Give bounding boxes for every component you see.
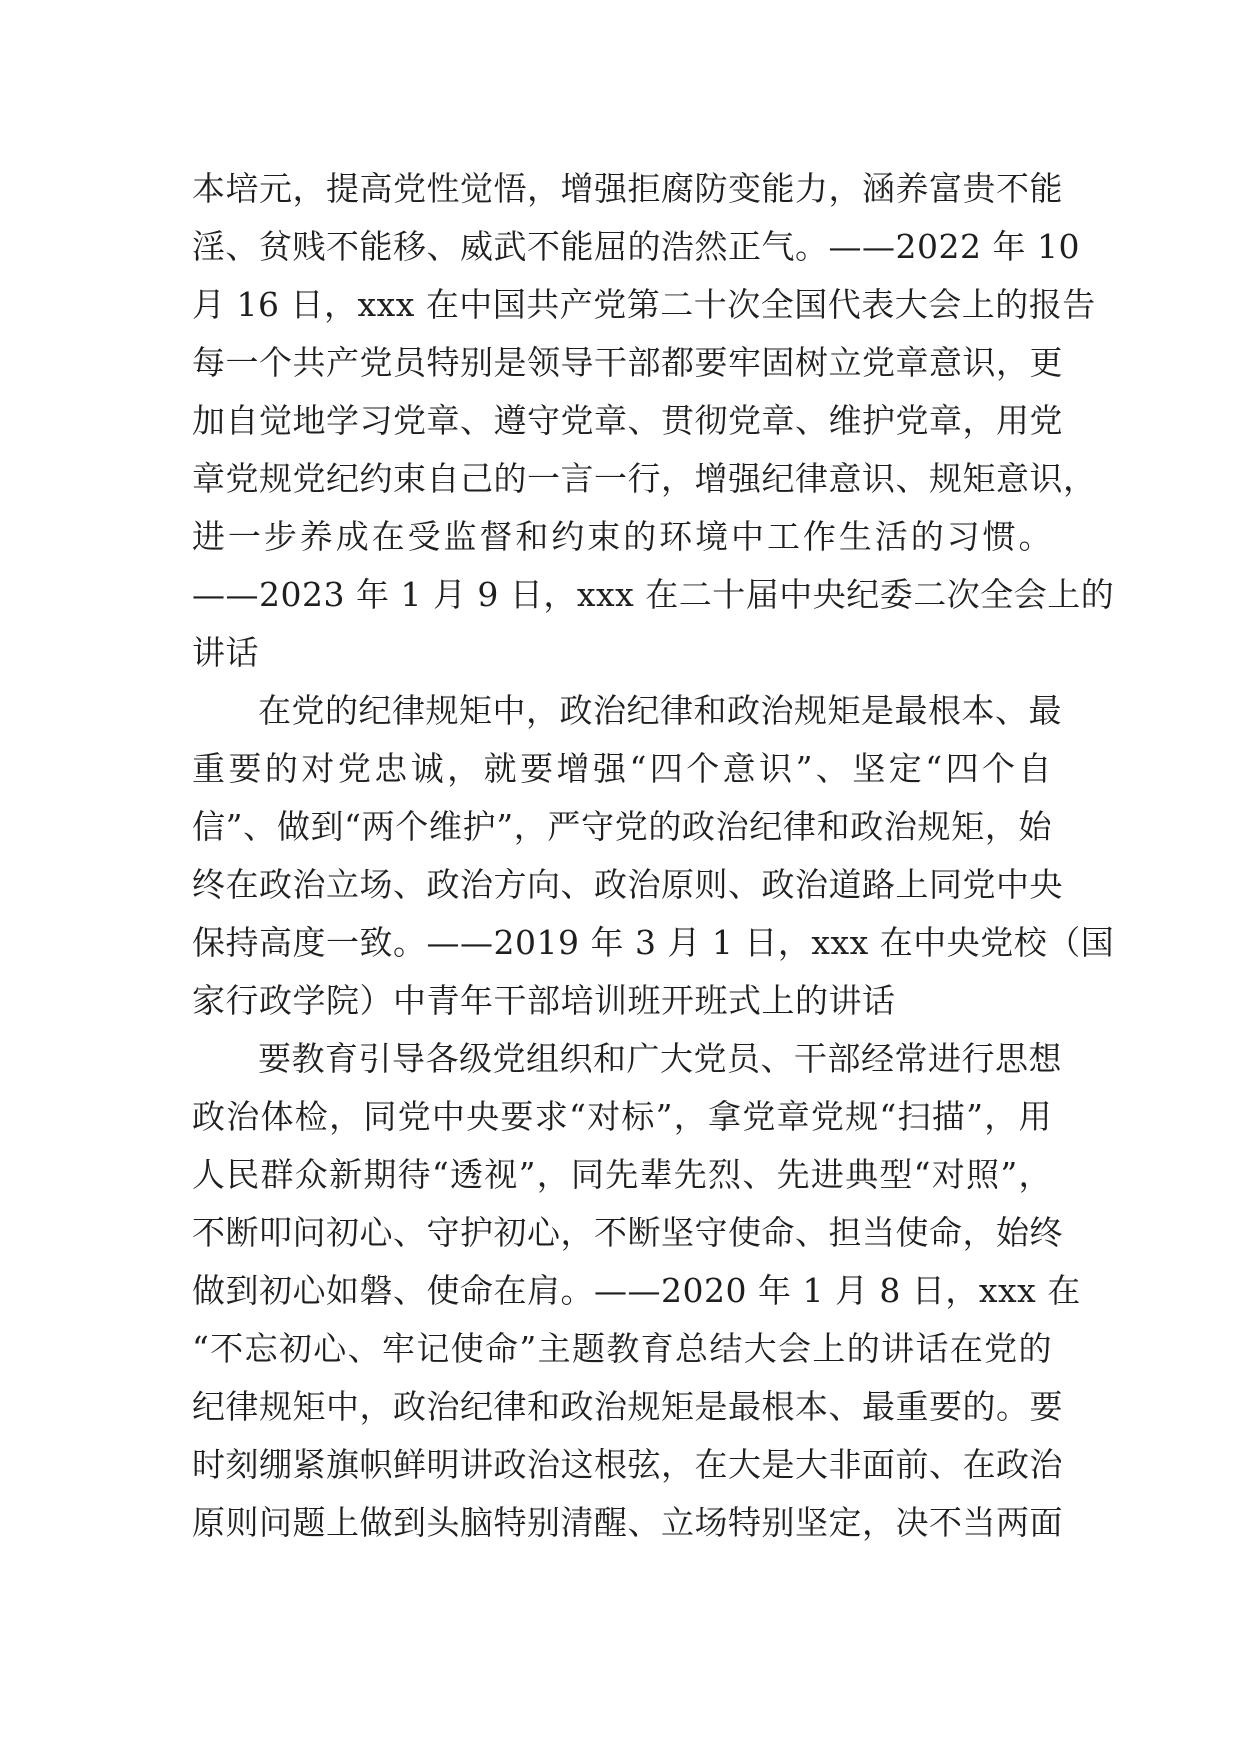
body-text [192,160,1115,1552]
text-line: 进一步养成在受监督和约束的环境中工作生活的习惯。 [192,517,1052,556]
text-line: 不断叩问初心、守护初心，不断坚守使命、担当使命，始终 [192,1213,1063,1252]
text-line: 加自觉地学习党章、遵守党章、贯彻党章、维护党章，用党 [192,401,1063,440]
text-line: 政治体检，同党中央要求“对标”，拿党章党规“扫描”，用 [192,1097,1052,1136]
text-line: 本培元，提高党性觉悟，增强拒腐防变能力，涵养富贵不能 [192,169,1063,208]
text-line: 人民群众新期待“透视”，同先辈先烈、先进典型“对照”， [192,1155,1052,1194]
text-line: 信”、做到“两个维护”，严守党的政治纪律和政治规矩，始 [192,807,1052,846]
text-line: 淫、贫贱不能移、威武不能屈的浩然正气。——2022 年 10 [192,227,1080,266]
text-line: 纪律规矩中，政治纪律和政治规矩是最根本、最重要的。要 [192,1387,1063,1426]
paragraph-first-line: 在党的纪律规矩中，政治纪律和政治规矩是最根本、最 [258,691,1062,730]
text-line: “不忘初心、牢记使命”主题教育总结大会上的讲话在党的 [192,1329,1052,1368]
paragraph-first-line: 要教育引导各级党组织和广大党员、干部经常进行思想 [258,1039,1062,1078]
text-line: 终在政治立场、政治方向、政治原则、政治道路上同党中央 [192,865,1063,904]
text-line: ——2023 年 1 月 9 日，xxx 在二十届中央纪委二次全会上的 [192,575,1115,614]
text-line: 家行政学院）中青年干部培训班开班式上的讲话 [192,981,896,1020]
text-line: 讲话 [192,633,259,672]
text-line: 章党规党纪约束自己的一言一行，增强纪律意识、规矩意识， [192,459,1097,498]
text-line: 每一个共产党员特别是领导干部都要牢固树立党章意识，更 [192,343,1063,382]
text-line: 时刻绷紧旗帜鲜明讲政治这根弦，在大是大非面前、在政治 [192,1445,1063,1484]
text-line: 月 16 日，xxx 在中国共产党第二十次全国代表大会上的报告 [192,285,1096,324]
text-line: 原则问题上做到头脑特别清醒、立场特别坚定，决不当两面 [192,1503,1063,1542]
text-line: 保持高度一致。——2019 年 3 月 1 日，xxx 在中央党校（国 [192,923,1115,962]
text-line: 做到初心如磐、使命在肩。——2020 年 1 月 8 日，xxx 在 [192,1271,1081,1310]
text-line: 重要的对党忠诚，就要增强“四个意识”、坚定“四个自 [192,749,1052,788]
